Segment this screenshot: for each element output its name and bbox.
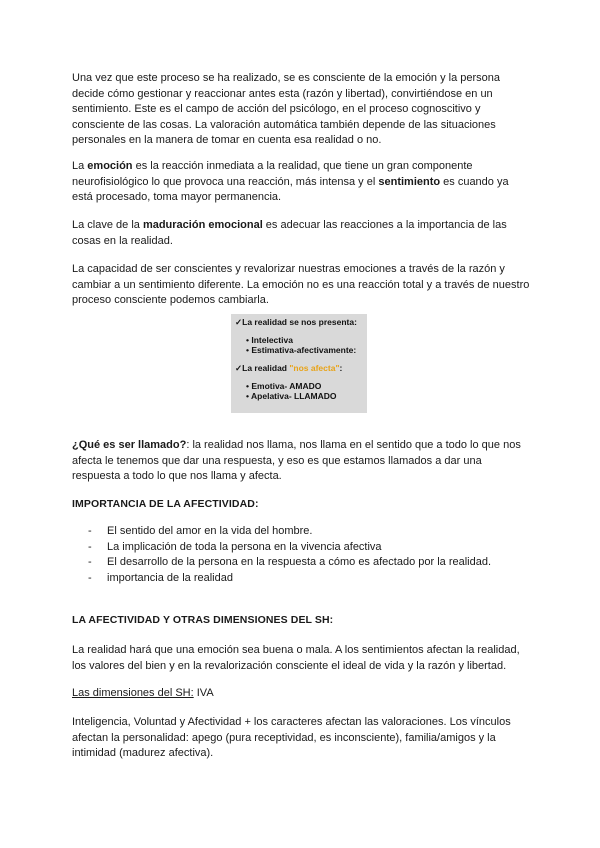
label-dimensiones-sh: Las dimensiones del SH: — [72, 687, 194, 699]
list-item: - importancia de la realidad — [88, 571, 491, 587]
paragraph-capacidad: La capacidad de ser conscientes y revalorizar nuestras emociones a través de la razón y cambiar a un sentimiento diferente. La emoción no es una reacción total y a través de nuestro proceso consciente podemos cambiarla. — [72, 263, 530, 306]
heading-importancia: IMPORTANCIA DE LA AFECTIVIDAD: — [72, 498, 259, 510]
paragraph-maduracion — [72, 218, 530, 249]
text-run: ✓La realidad — [235, 363, 290, 373]
inset-list-afecta — [235, 381, 363, 401]
list-item: - El desarrollo de la persona en la respuesta a cómo es afectado por la realidad. — [88, 555, 491, 571]
inset-item: • Apelativa- LLAMADO — [246, 391, 363, 401]
term-sentimiento: sentimiento — [378, 175, 441, 188]
paragraph-realidad: La realidad hará que una emoción sea buena o mala. A los sentimientos afectan la realidad, los valores del bien y en la revalorización consciente el ideal de vida y la razón y libertad. — [72, 644, 520, 672]
list-item: - El sentido del amor en la vida del hombre. — [88, 524, 491, 540]
text-run: : — [339, 363, 343, 373]
realidad-inset-image — [231, 314, 367, 413]
inset-item: • Intelectiva — [246, 335, 363, 345]
inset-line-presenta: ✓La realidad se nos presenta: — [235, 317, 357, 327]
paragraph-proceso: Una vez que este proceso se ha realizado, se es consciente de la emoción y la persona decide cómo gestionar y reaccionar antes esta (razón y libertad), convirtiéndose en un sentimiento. Este es el campo de acción del psicólogo, en el proceso cognoscitivo y consciente de las cosas. La valoración automática también depende de las situaciones personales en la manera de tomar en cuenta esa realidad o no. — [72, 72, 501, 146]
inset-item: • Emotiva- AMADO — [246, 381, 363, 391]
paragraph-emocion — [72, 159, 530, 206]
list-item: - La implicación de toda la persona en la vivencia afectiva — [88, 540, 491, 556]
paragraph-llamado — [72, 438, 530, 485]
text-run: La clave de la — [72, 219, 143, 231]
text-run: es cuando ya está procesado, toma mayor permanencia. — [72, 175, 509, 203]
term-ser-llamado: ¿Qué es ser llamado? — [72, 439, 187, 451]
paragraph-dimensiones-sh — [72, 686, 530, 702]
importancia-list — [88, 524, 491, 586]
text-run: es adecuar las reacciones a la importancia de las cosas en la realidad. — [72, 219, 507, 247]
inset-list-presenta — [235, 335, 363, 355]
text-run: IVA — [193, 687, 214, 699]
text-run: es la reacción inmediata a la realidad, que tiene un gran componente neurofisiológico lo que provoca una reacción, más intensa y el — [72, 160, 473, 188]
inset-item: • Estimativa-afectivamente: — [246, 345, 363, 355]
inset-highlight: "nos afecta" — [289, 363, 340, 373]
text-run: La — [72, 160, 88, 172]
inset-line-afecta — [235, 363, 363, 373]
term-emocion: emoción — [87, 160, 133, 172]
text-run: : la realidad nos llama, nos llama en el sentido que a todo lo que nos afecta le tenemos que dar una respuesta, y eso es que estamos llamados a dar una respuesta a todo lo que nos llama y afecta. — [72, 439, 521, 482]
term-maduracion-emocional: maduración emocional — [142, 219, 263, 231]
heading-dimensiones: LA AFECTIVIDAD Y OTRAS DIMENSIONES DEL SH: — [72, 614, 334, 626]
paragraph-inteligencia: Inteligencia, Voluntad y Afectividad + los caracteres afectan las valoraciones. Los vínculos afectan la personalidad: apego (pura receptividad, es inconsciente), familia/amigos y la intimidad (madurez afectiva). — [72, 716, 511, 759]
